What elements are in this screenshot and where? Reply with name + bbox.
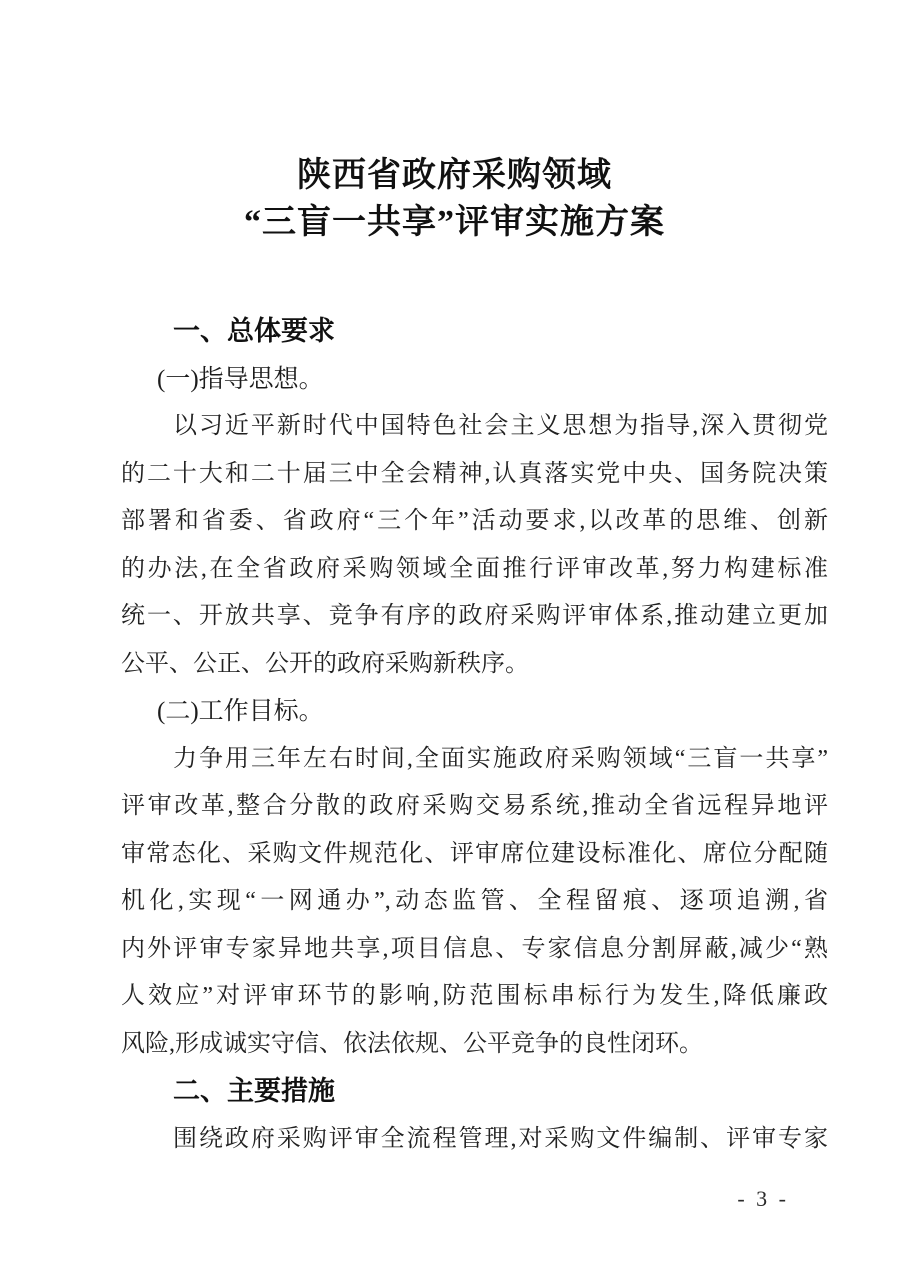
paragraph-1-line-4: 的办法,在全省政府采购领域全面推行评审改革,努力构建标准 <box>121 555 828 582</box>
page-number: - 3 - <box>737 1186 789 1211</box>
document-title-line-1: 陕西省政府采购领域 <box>297 157 612 194</box>
paragraph-1-line-6: 公平、公正、公开的政府采购新秩序。 <box>121 650 529 677</box>
sub-heading-2: (二)工作目标。 <box>157 698 324 725</box>
section-heading-1: 一、总体要求 <box>173 316 335 346</box>
paragraph-2-line-5: 内外评审专家异地共享,项目信息、专家信息分割屏蔽,减少“熟 <box>121 935 828 962</box>
document-body <box>121 308 828 1163</box>
paragraph-1-line-3: 部署和省委、省政府“三个年”活动要求,以改革的思维、创新 <box>121 508 828 534</box>
paragraph-3-line-1: 围绕政府采购评审全流程管理,对采购文件编制、评审专家 <box>173 1125 828 1152</box>
paragraph-2-line-6: 人效应”对评审环节的影响,防范围标串标行为发生,降低廉政 <box>121 983 828 1009</box>
sub-heading-1: (一)指导思想。 <box>157 365 324 393</box>
paragraph-2-line-2: 评审改革,整合分散的政府采购交易系统,推动全省远程异地评 <box>121 793 828 819</box>
paragraph-1-line-2: 的二十大和二十届三中全会精神,认真落实党中央、国务院决策 <box>121 460 828 487</box>
paragraph-1-line-5: 统一、开放共享、竞争有序的政府采购评审体系,推动建立更加 <box>121 603 828 629</box>
paragraph-1-line-1: 以习近平新时代中国特色社会主义思想为指导,深入贯彻党 <box>173 413 828 439</box>
section-heading-2: 二、主要措施 <box>173 1076 335 1106</box>
paragraph-2-line-7: 风险,形成诚实守信、依法依规、公平竞争的良性闭环。 <box>121 1030 703 1057</box>
paragraph-2-line-1: 力争用三年左右时间,全面实施政府采购领域“三盲一共享” <box>173 745 828 772</box>
paragraph-2-line-3: 审常态化、采购文件规范化、评审席位建设标准化、席位分配随 <box>121 840 828 867</box>
document-title <box>0 152 909 246</box>
document-title-line-2: “三盲一共享”评审实施方案 <box>244 204 665 241</box>
paragraph-2-line-4: 机化,实现“一网通办”,动态监管、全程留痕、逐项追溯,省 <box>121 888 828 914</box>
